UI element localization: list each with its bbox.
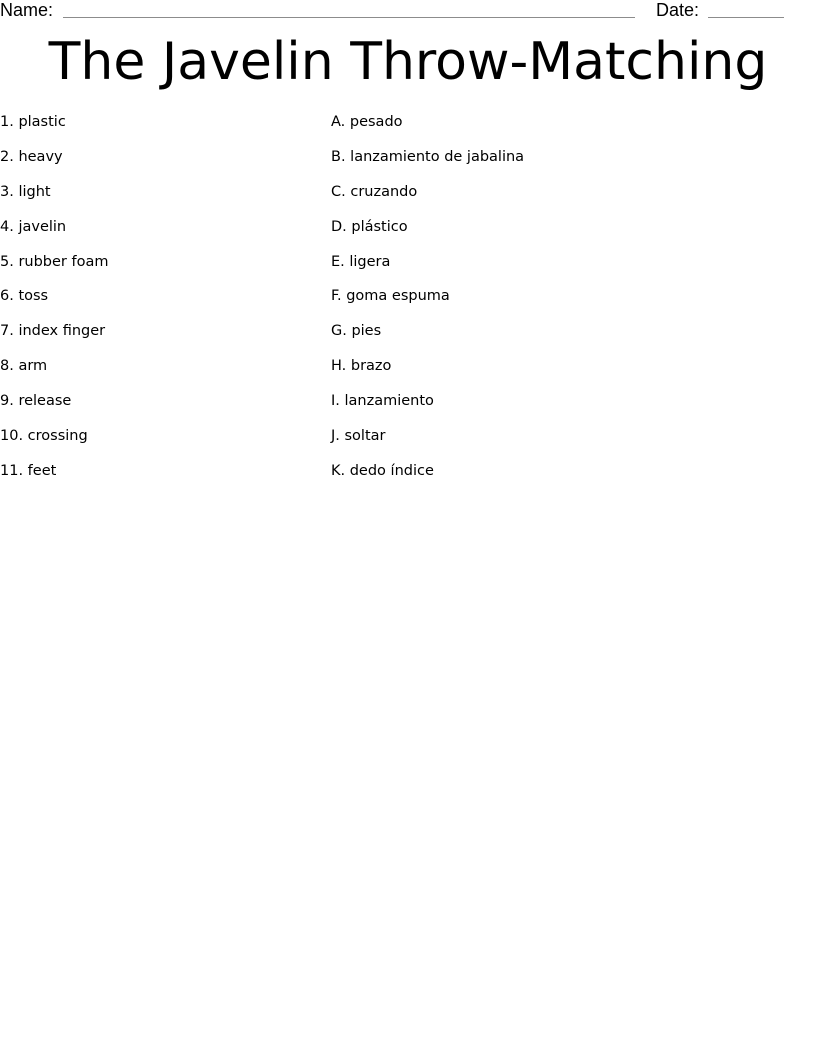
definition-item: A. pesado [331,114,403,130]
term-item: 3. light [0,183,51,200]
page-title: The Javelin Throw-Matching [48,32,768,92]
definition-item: I. lanzamiento [331,393,434,410]
name-blank-line [63,17,635,18]
term-item: 4. javelin [0,218,67,235]
definition-item: F. goma espuma [331,288,450,305]
term-item: 6. toss [0,288,49,305]
definition-item: K. dedo índice [331,462,434,479]
term-item: 5. rubber foam [0,253,109,270]
date-label: Date: [656,0,700,20]
term-item: 2. heavy [0,148,63,165]
term-item: 8. arm [0,358,48,375]
term-item: 9. release [0,393,72,410]
definition-item: C. cruzando [331,183,418,200]
term-item: 1. plastic [0,114,66,130]
term-item: 7. index finger [0,323,106,340]
definitions-column [331,109,524,493]
definition-item: D. plástico [331,218,408,235]
name-label: Name: [0,0,54,20]
definition-item: J. soltar [331,428,386,445]
date-blank-line [708,17,784,18]
worksheet-header [0,0,816,24]
definition-item: E. ligera [331,253,391,270]
definition-item: H. brazo [331,358,392,375]
term-item: 11. feet [0,462,57,479]
definition-item: G. pies [331,323,382,340]
term-item: 10. crossing [0,428,88,445]
definition-item: B. lanzamiento de jabalina [331,148,525,165]
terms-column [0,109,108,493]
